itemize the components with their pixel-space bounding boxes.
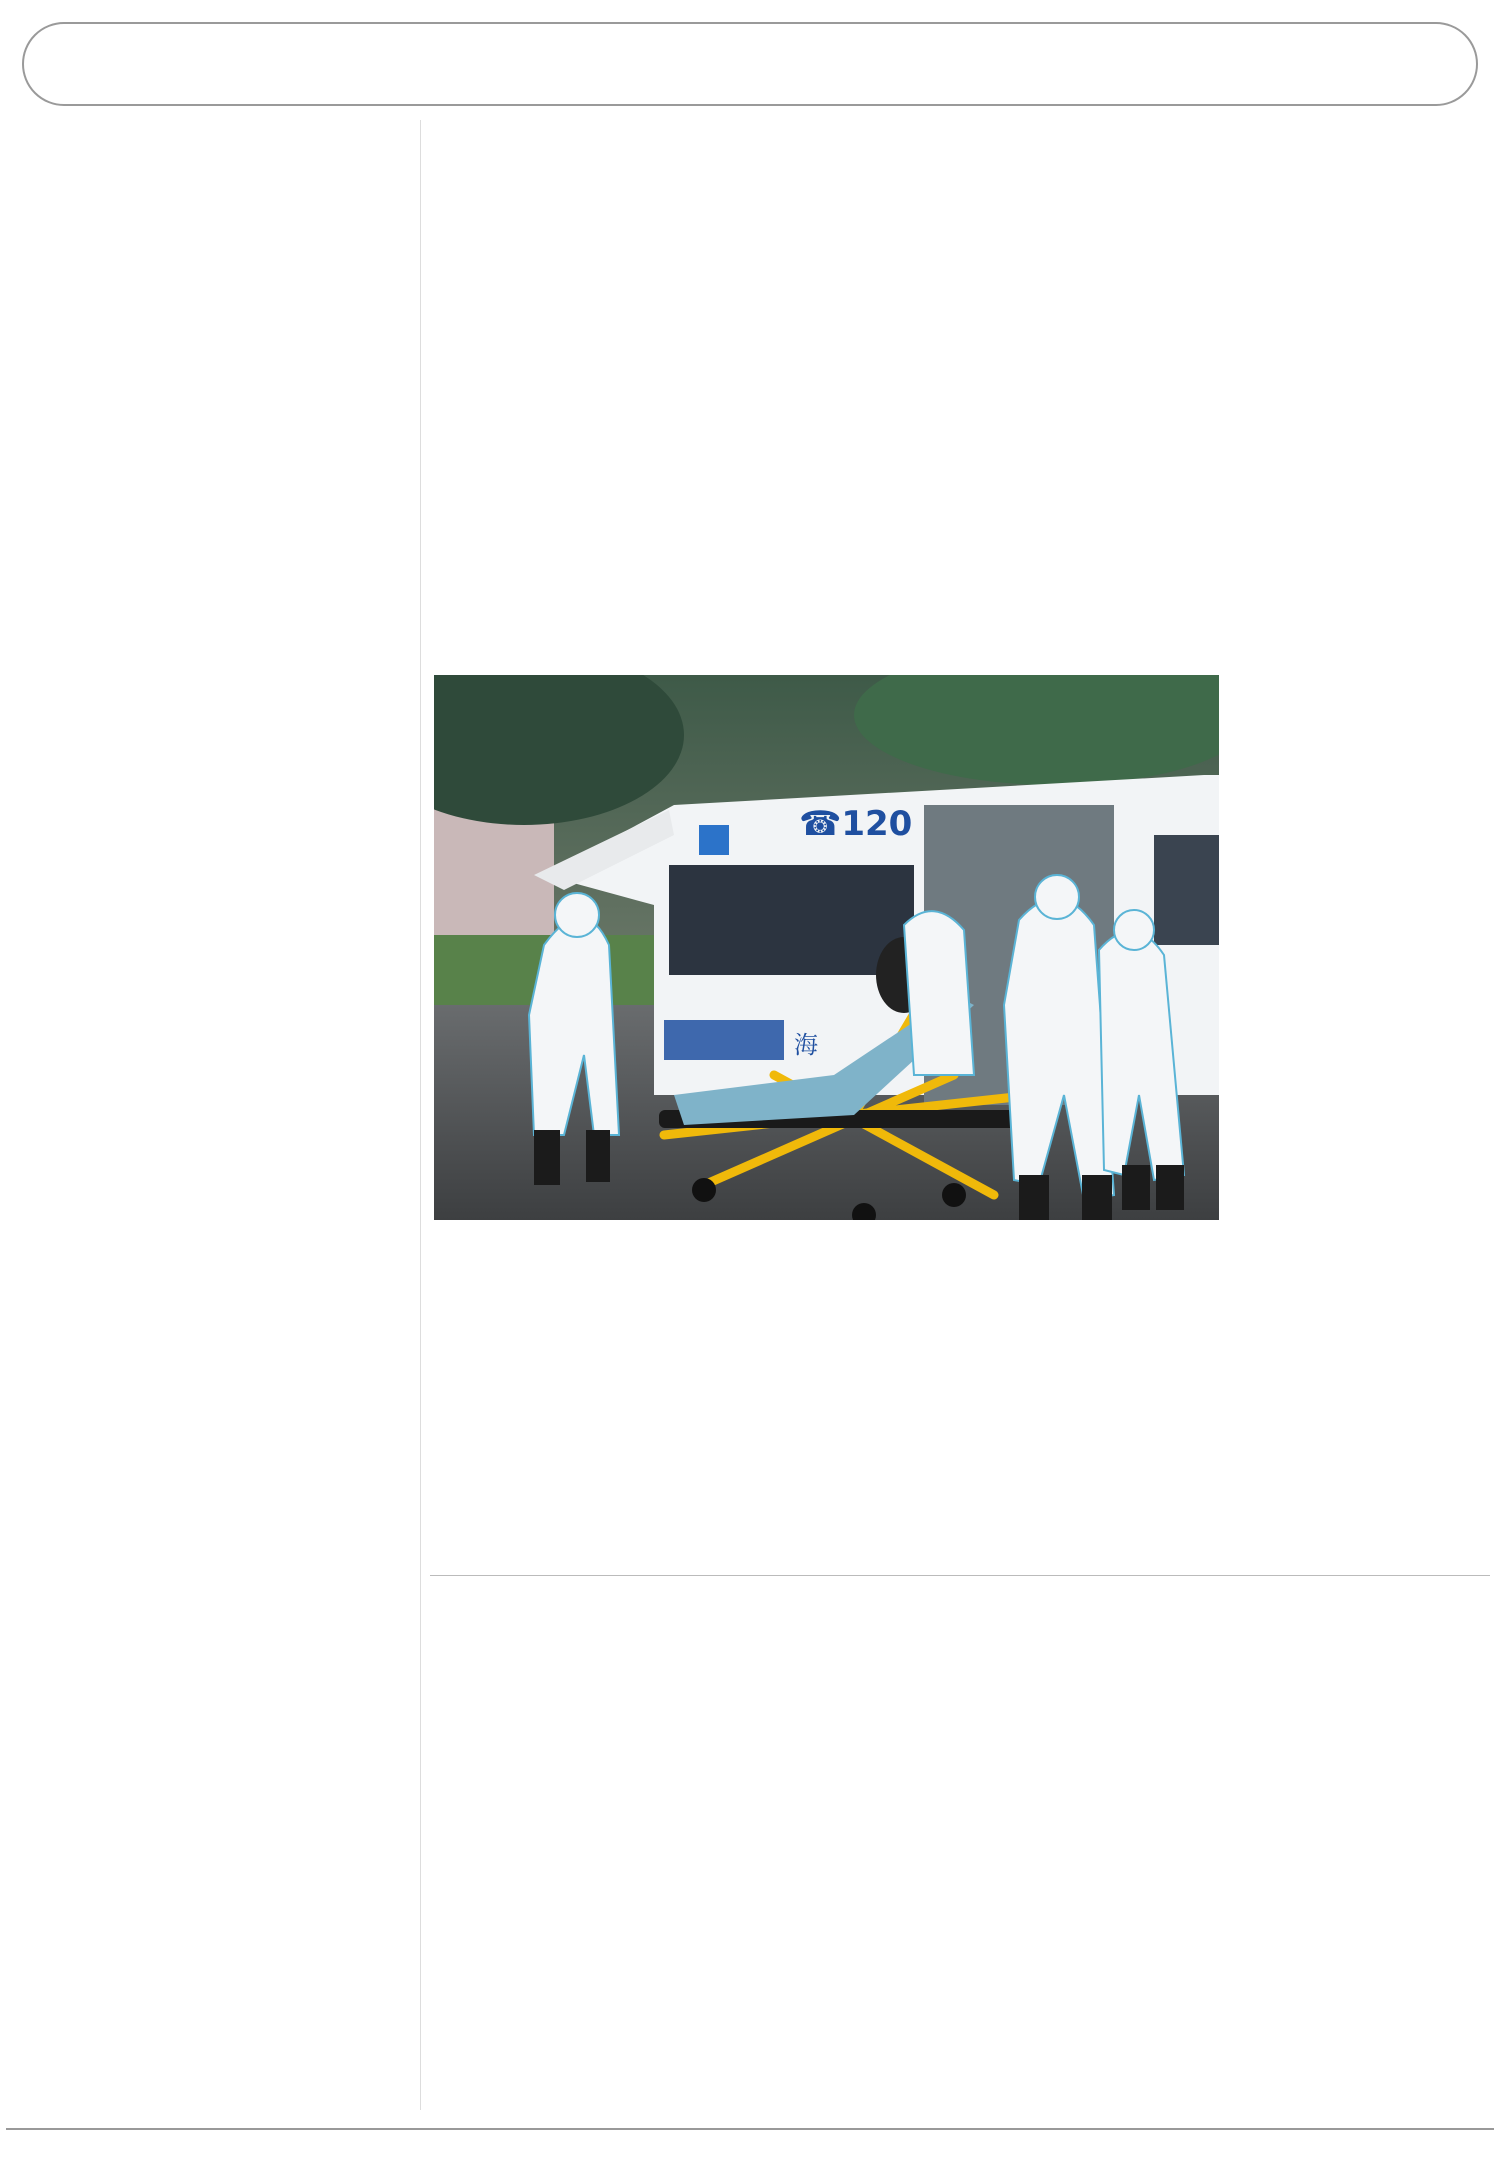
column-divider [420,120,421,2110]
section-rule [430,1575,1490,1576]
svg-text:海: 海 [794,1031,818,1059]
svg-text:☎120: ☎120 [799,804,913,844]
ambulance-stretcher-image [434,675,1219,1220]
xining-body [462,254,1482,569]
beijing-body [1248,596,1410,1371]
masthead-frame [22,22,1478,106]
footer-rule [6,2128,1494,2130]
ambulance-photo [434,675,1219,1220]
